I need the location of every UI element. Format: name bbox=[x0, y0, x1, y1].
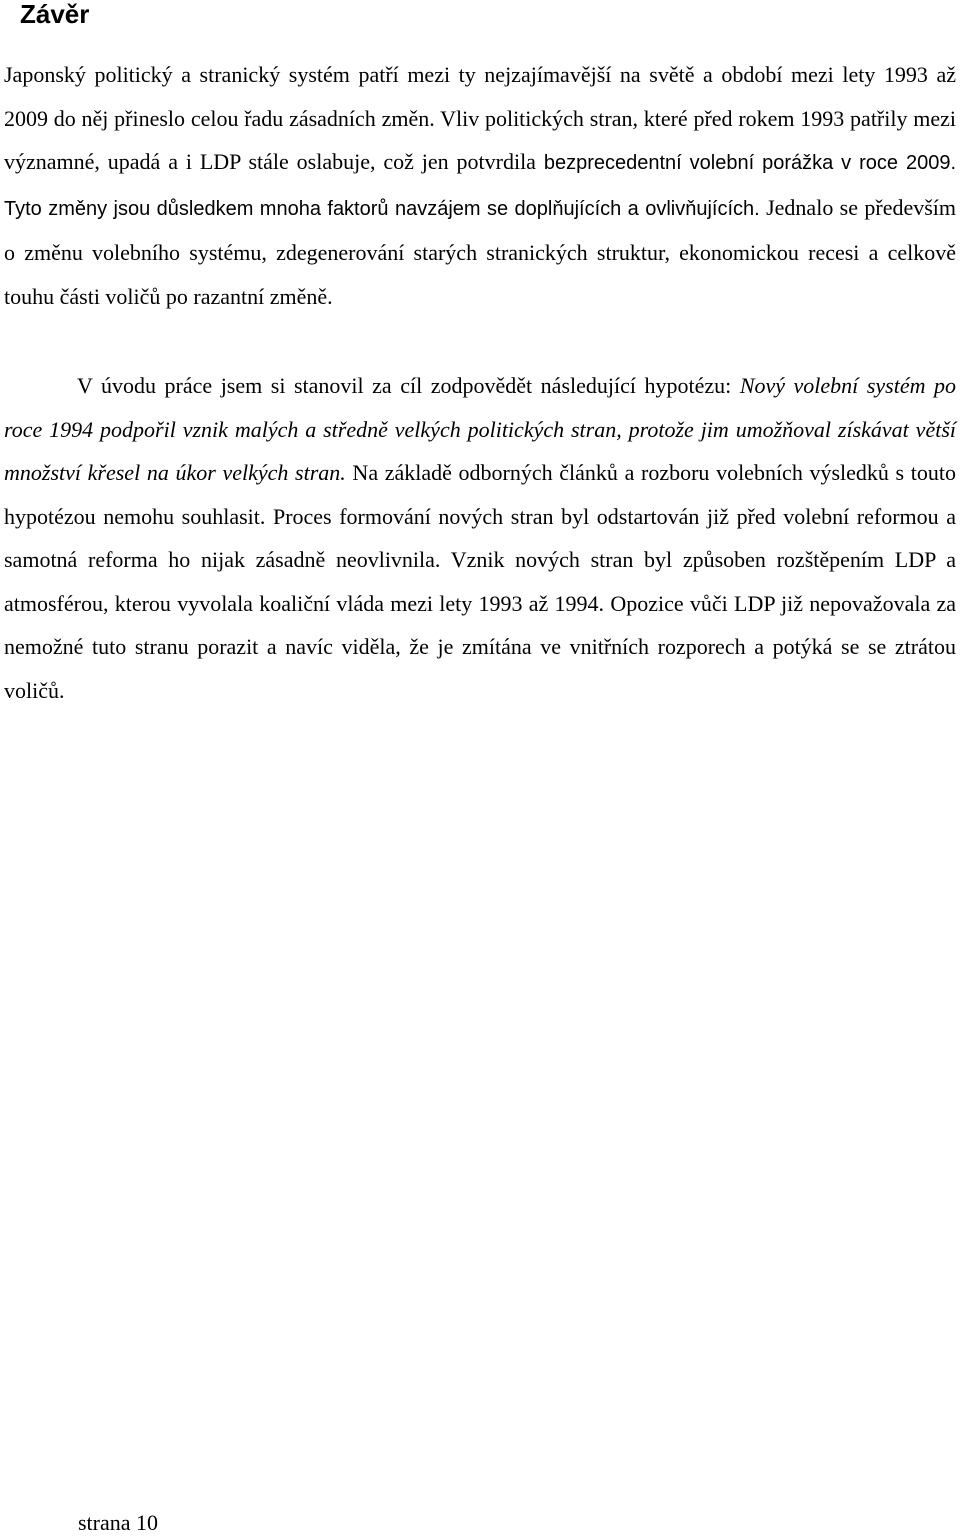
paragraph-1-text-c: Jednalo se především o změnu volebního systému, zdegenerování starých stranických struktur, ekonomickou recesi a celkově touhu části voličů bbox=[4, 194, 957, 309]
paragraph-2 bbox=[4, 364, 956, 712]
paragraph-2-intro: V úvodu práce jsem si stanovil za cíl zodpovědět následující hypotézu: bbox=[77, 373, 740, 398]
paragraph-2-conclusion: Na základě odborných článků a rozboru volebních výsledků s touto hypotézou nemohu souhlasit. Proces formování nových stran byl odstartován již před volební reformou a samotná reforma ho nijak zásadně neovlivnila. Vznik nových stran byl způsoben rozštěpením LDP a atmosférou, kterou vyvolala koaliční vláda mezi lety 1993 až 1994. Opozice vůči LDP již nepovažovala za nemožné tuto stranu porazit a navíc viděla, že je zmítána ve vnitřních rozporech a potýká se se ztrátou voličů. bbox=[4, 460, 956, 703]
paragraph-1-text-d: po razantní změně. bbox=[165, 283, 333, 309]
paragraph-1 bbox=[4, 53, 956, 318]
paragraph-1-text-b: bezprecedentní volební porážka v roce 2009. Tyto změny jsou důsledkem mnoha faktorů navzájem se doplňujících a ovlivňujících. bbox=[4, 152, 957, 220]
section-heading: Závěr bbox=[20, 0, 90, 29]
hypothesis-text: Nový volební systém po roce 1994 podpořil vznik malých a středně velkých politických stran, protože jim umožňoval získávat větší množství křesel na úkor velkých stran. bbox=[4, 373, 957, 485]
page-number: strana 10 bbox=[78, 1510, 159, 1535]
paragraph-1-text-a: Japonský politický a stranický systém patří mezi ty nejzajímavější na světě a období mezi lety 1993 až 2009 do něj přineslo celou řadu zásadních změn. Vliv politických stran, které před rokem 1993 patřily mezi významné, upadá a i LDP stále oslabuje, což jen potvrdila bbox=[4, 62, 956, 174]
